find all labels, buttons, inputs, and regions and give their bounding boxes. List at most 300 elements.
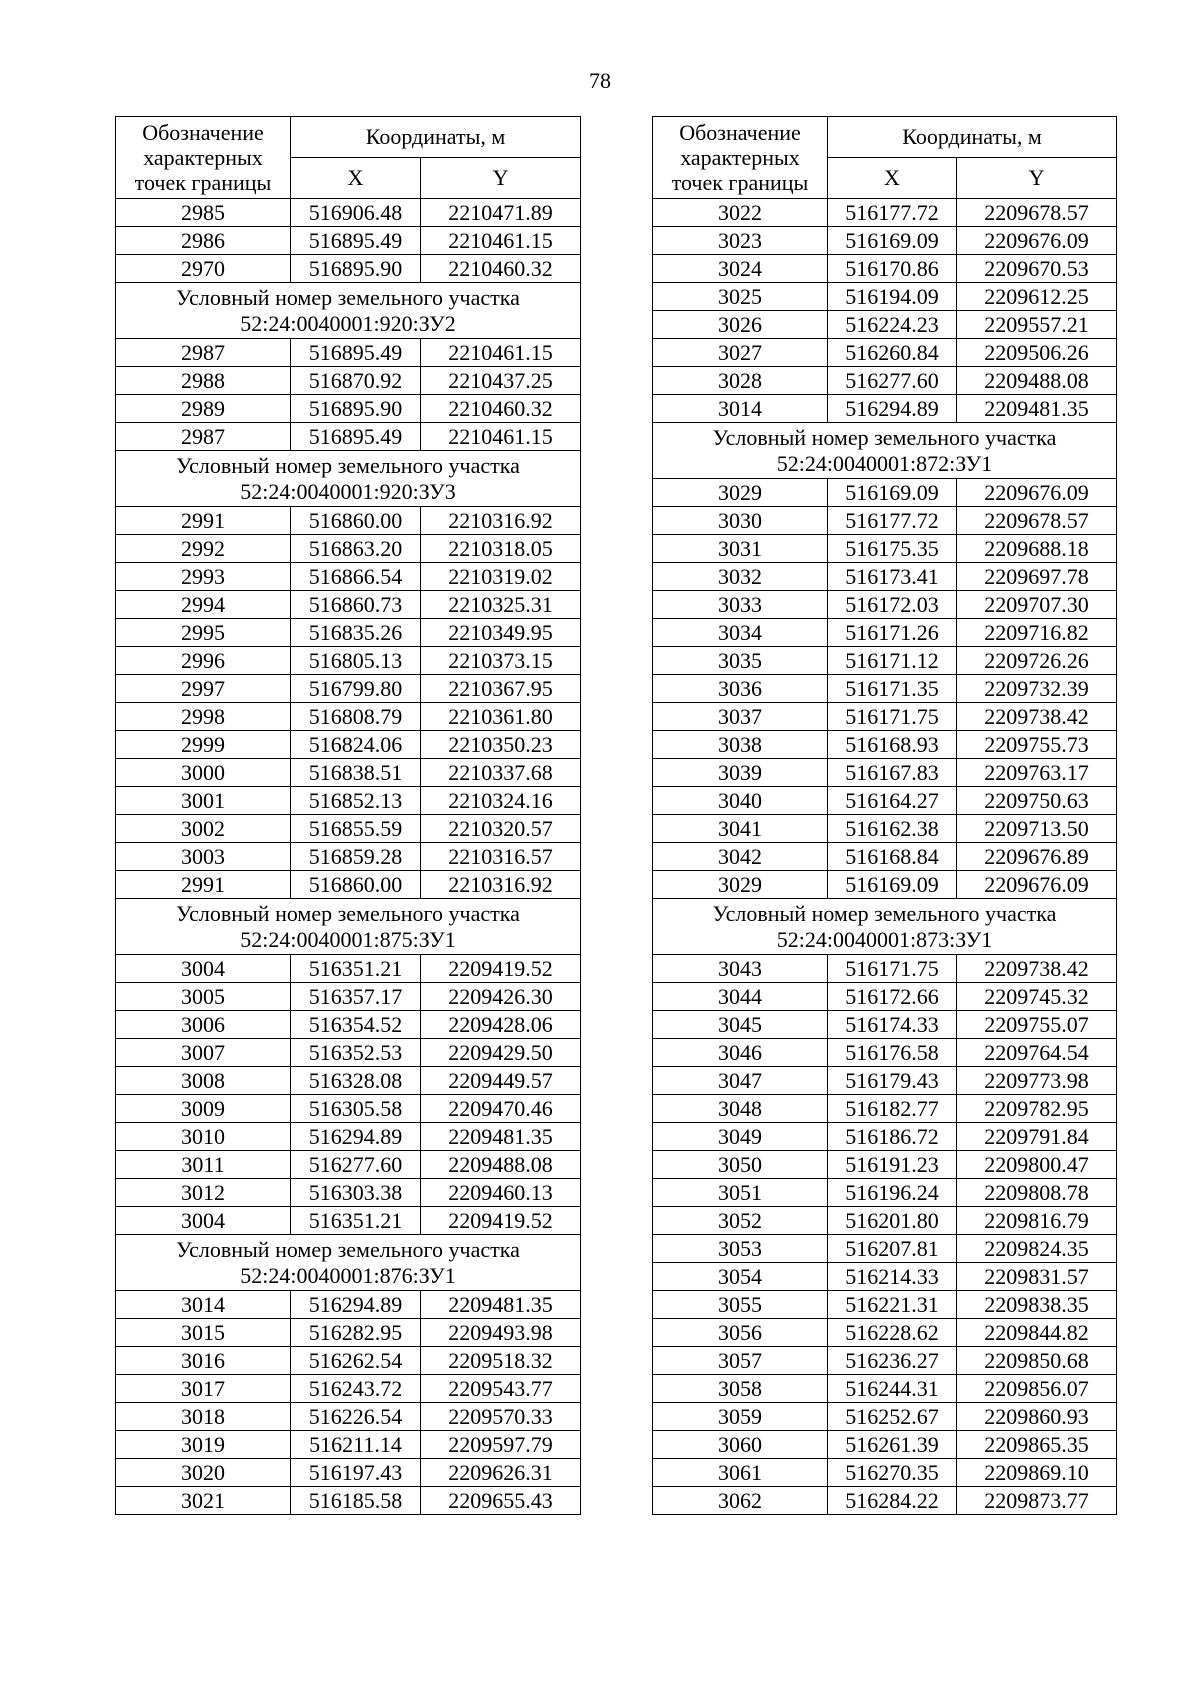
point-cell: 2988 (116, 367, 291, 395)
x-cell: 516852.13 (291, 787, 421, 815)
table-row (653, 1375, 1117, 1403)
table-row (116, 1375, 581, 1403)
x-cell: 516282.95 (291, 1319, 421, 1347)
point-cell: 3001 (116, 787, 291, 815)
table-row (653, 1487, 1117, 1515)
table-row (116, 843, 581, 871)
x-cell: 516177.72 (828, 507, 957, 535)
y-cell: 2209732.39 (957, 675, 1117, 703)
table-row (653, 1011, 1117, 1039)
point-cell: 3059 (653, 1403, 828, 1431)
point-cell: 3027 (653, 339, 828, 367)
x-cell: 516895.90 (291, 255, 421, 283)
point-cell: 3015 (116, 1319, 291, 1347)
parcel-number-cell (116, 899, 581, 955)
point-cell: 3062 (653, 1487, 828, 1515)
x-cell: 516226.54 (291, 1403, 421, 1431)
x-cell: 516860.73 (291, 591, 421, 619)
point-cell: 3023 (653, 227, 828, 255)
x-cell: 516236.27 (828, 1347, 957, 1375)
point-cell: 3046 (653, 1039, 828, 1067)
table-row (653, 339, 1117, 367)
point-cell: 2997 (116, 675, 291, 703)
point-cell: 3031 (653, 535, 828, 563)
x-cell: 516855.59 (291, 815, 421, 843)
y-cell: 2210471.89 (421, 199, 581, 227)
x-cell: 516171.35 (828, 675, 957, 703)
y-cell: 2210325.31 (421, 591, 581, 619)
y-cell: 2209626.31 (421, 1459, 581, 1487)
y-cell: 2209676.89 (957, 843, 1117, 871)
table-row (116, 1403, 581, 1431)
point-cell: 3004 (116, 955, 291, 983)
x-cell: 516174.33 (828, 1011, 957, 1039)
x-cell: 516172.66 (828, 983, 957, 1011)
y-cell: 2210461.15 (421, 339, 581, 367)
table-row (653, 563, 1117, 591)
y-cell: 2209506.26 (957, 339, 1117, 367)
y-cell: 2210324.16 (421, 787, 581, 815)
point-cell: 3004 (116, 1207, 291, 1235)
table-row (116, 787, 581, 815)
table-row (116, 1291, 581, 1319)
section-header-row (653, 899, 1117, 955)
y-cell: 2209865.35 (957, 1431, 1117, 1459)
x-cell: 516214.33 (828, 1263, 957, 1291)
x-cell: 516169.09 (828, 871, 957, 899)
x-cell: 516895.90 (291, 395, 421, 423)
table-row (653, 199, 1117, 227)
section-header-row (116, 451, 581, 507)
y-cell: 2209481.35 (957, 395, 1117, 423)
x-cell: 516243.72 (291, 1375, 421, 1403)
point-cell: 3035 (653, 647, 828, 675)
y-cell: 2210316.57 (421, 843, 581, 871)
point-cell: 2995 (116, 619, 291, 647)
point-cell: 3021 (116, 1487, 291, 1515)
x-cell: 516906.48 (291, 199, 421, 227)
y-cell: 2209481.35 (421, 1123, 581, 1151)
y-cell: 2210319.02 (421, 563, 581, 591)
x-cell: 516207.81 (828, 1235, 957, 1263)
table-row (653, 367, 1117, 395)
section-header-row (653, 423, 1117, 479)
table-row (653, 815, 1117, 843)
y-cell: 2210460.32 (421, 255, 581, 283)
point-cell: 3008 (116, 1067, 291, 1095)
point-cell: 3020 (116, 1459, 291, 1487)
x-cell: 516176.58 (828, 1039, 957, 1067)
point-cell: 2987 (116, 339, 291, 367)
point-cell: 3039 (653, 759, 828, 787)
x-cell: 516191.23 (828, 1151, 957, 1179)
point-cell: 2986 (116, 227, 291, 255)
point-cell: 3057 (653, 1347, 828, 1375)
parcel-number: 52:24:0040001:920:ЗУ3 (240, 478, 456, 504)
x-cell: 516173.41 (828, 563, 957, 591)
table-row (116, 563, 581, 591)
header-y: Y (957, 158, 1117, 199)
point-cell: 2992 (116, 535, 291, 563)
x-cell: 516168.84 (828, 843, 957, 871)
point-cell: 3002 (116, 815, 291, 843)
point-cell: 3000 (116, 759, 291, 787)
x-cell: 516221.31 (828, 1291, 957, 1319)
point-cell: 3047 (653, 1067, 828, 1095)
x-cell: 516252.67 (828, 1403, 957, 1431)
point-cell: 3017 (116, 1375, 291, 1403)
x-cell: 516860.00 (291, 871, 421, 899)
point-cell: 3036 (653, 675, 828, 703)
point-cell: 2985 (116, 199, 291, 227)
point-cell: 2987 (116, 423, 291, 451)
x-cell: 516284.22 (828, 1487, 957, 1515)
x-cell: 516211.14 (291, 1431, 421, 1459)
table-row (653, 1347, 1117, 1375)
table-row (653, 1235, 1117, 1263)
x-cell: 516294.89 (291, 1291, 421, 1319)
y-cell: 2209543.77 (421, 1375, 581, 1403)
table-row (116, 423, 581, 451)
point-cell: 3007 (116, 1039, 291, 1067)
table-row (116, 507, 581, 535)
table-body-right (653, 199, 1117, 1515)
table-row (653, 871, 1117, 899)
point-cell: 3029 (653, 871, 828, 899)
point-cell: 3032 (653, 563, 828, 591)
table-row (653, 843, 1117, 871)
x-cell: 516171.75 (828, 955, 957, 983)
table-row (653, 535, 1117, 563)
x-cell: 516866.54 (291, 563, 421, 591)
point-cell: 3025 (653, 283, 828, 311)
table-row (116, 1095, 581, 1123)
point-cell: 3024 (653, 255, 828, 283)
table-row (116, 1067, 581, 1095)
y-cell: 2209816.79 (957, 1207, 1117, 1235)
y-cell: 2209750.63 (957, 787, 1117, 815)
parcel-label: Условный номер земельного участка (712, 900, 1057, 926)
table-row (653, 1123, 1117, 1151)
x-cell: 516835.26 (291, 619, 421, 647)
table-row (653, 1459, 1117, 1487)
table-row (653, 1291, 1117, 1319)
y-cell: 2209764.54 (957, 1039, 1117, 1067)
y-cell: 2209844.82 (957, 1319, 1117, 1347)
point-cell: 3029 (653, 479, 828, 507)
point-cell: 3014 (116, 1291, 291, 1319)
x-cell: 516354.52 (291, 1011, 421, 1039)
parcel-number-cell (116, 1235, 581, 1291)
y-cell: 2209678.57 (957, 199, 1117, 227)
x-cell: 516167.83 (828, 759, 957, 787)
table-row (653, 395, 1117, 423)
table-row (653, 647, 1117, 675)
table-row (653, 955, 1117, 983)
y-cell: 2209755.07 (957, 1011, 1117, 1039)
parcel-number: 52:24:0040001:873:ЗУ1 (776, 926, 993, 952)
y-cell: 2210316.92 (421, 507, 581, 535)
table-row (116, 395, 581, 423)
point-cell: 3009 (116, 1095, 291, 1123)
table-row (116, 731, 581, 759)
parcel-number-cell (653, 423, 1117, 479)
y-cell: 2209429.50 (421, 1039, 581, 1067)
table-row (653, 787, 1117, 815)
point-cell: 3058 (653, 1375, 828, 1403)
y-cell: 2210361.80 (421, 703, 581, 731)
y-cell: 2210461.15 (421, 423, 581, 451)
x-cell: 516328.08 (291, 1067, 421, 1095)
parcel-number: 52:24:0040001:920:ЗУ2 (240, 310, 456, 336)
table-row (653, 759, 1117, 787)
table-row (653, 1095, 1117, 1123)
x-cell: 516186.72 (828, 1123, 957, 1151)
x-cell: 516172.03 (828, 591, 957, 619)
point-cell: 2989 (116, 395, 291, 423)
section-header-row (116, 283, 581, 339)
point-cell: 2999 (116, 731, 291, 759)
x-cell: 516863.20 (291, 535, 421, 563)
point-cell: 3022 (653, 199, 828, 227)
table-row (116, 367, 581, 395)
table-row (116, 759, 581, 787)
x-cell: 516170.86 (828, 255, 957, 283)
point-cell: 3056 (653, 1319, 828, 1347)
x-cell: 516808.79 (291, 703, 421, 731)
y-cell: 2210316.92 (421, 871, 581, 899)
y-cell: 2209808.78 (957, 1179, 1117, 1207)
x-cell: 516895.49 (291, 423, 421, 451)
point-cell: 2996 (116, 647, 291, 675)
table-row (116, 1207, 581, 1235)
x-cell: 516870.92 (291, 367, 421, 395)
y-cell: 2209612.25 (957, 283, 1117, 311)
y-cell: 2210373.15 (421, 647, 581, 675)
y-cell: 2209838.35 (957, 1291, 1117, 1319)
y-cell: 2209745.32 (957, 983, 1117, 1011)
table-row (116, 955, 581, 983)
x-cell: 516169.09 (828, 227, 957, 255)
point-cell: 3019 (116, 1431, 291, 1459)
y-cell: 2209824.35 (957, 1235, 1117, 1263)
y-cell: 2209488.08 (957, 367, 1117, 395)
point-cell: 2991 (116, 871, 291, 899)
y-cell: 2209697.78 (957, 563, 1117, 591)
y-cell: 2209707.30 (957, 591, 1117, 619)
y-cell: 2209800.47 (957, 1151, 1117, 1179)
y-cell: 2209493.98 (421, 1319, 581, 1347)
x-cell: 516859.28 (291, 843, 421, 871)
y-cell: 2209860.93 (957, 1403, 1117, 1431)
y-cell: 2209856.07 (957, 1375, 1117, 1403)
table-row (116, 1011, 581, 1039)
y-cell: 2210349.95 (421, 619, 581, 647)
parcel-number: 52:24:0040001:872:ЗУ1 (776, 450, 993, 476)
table-row (116, 255, 581, 283)
x-cell: 516305.58 (291, 1095, 421, 1123)
y-cell: 2210320.57 (421, 815, 581, 843)
x-cell: 516201.80 (828, 1207, 957, 1235)
x-cell: 516357.17 (291, 983, 421, 1011)
x-cell: 516177.72 (828, 199, 957, 227)
point-cell: 2993 (116, 563, 291, 591)
table-row (653, 255, 1117, 283)
point-cell: 3040 (653, 787, 828, 815)
y-cell: 2209597.79 (421, 1431, 581, 1459)
header-point-designation: Обозначение характерных точек границы (116, 117, 291, 199)
point-cell: 3016 (116, 1347, 291, 1375)
table-row (116, 227, 581, 255)
point-cell: 3042 (653, 843, 828, 871)
x-cell: 516185.58 (291, 1487, 421, 1515)
y-cell: 2209676.09 (957, 871, 1117, 899)
table-row (116, 339, 581, 367)
x-cell: 516168.93 (828, 731, 957, 759)
x-cell: 516162.38 (828, 815, 957, 843)
point-cell: 3053 (653, 1235, 828, 1263)
y-cell: 2209738.42 (957, 955, 1117, 983)
x-cell: 516294.89 (828, 395, 957, 423)
table-row (653, 675, 1117, 703)
page-number: 78 (589, 68, 611, 93)
point-cell: 3061 (653, 1459, 828, 1487)
parcel-label: Условный номер земельного участка (176, 452, 520, 478)
y-cell: 2209873.77 (957, 1487, 1117, 1515)
x-cell: 516277.60 (291, 1151, 421, 1179)
y-cell: 2209428.06 (421, 1011, 581, 1039)
section-header-row (116, 899, 581, 955)
y-cell: 2209678.57 (957, 507, 1117, 535)
y-cell: 2209791.84 (957, 1123, 1117, 1151)
y-cell: 2209449.57 (421, 1067, 581, 1095)
point-cell: 3006 (116, 1011, 291, 1039)
x-cell: 516294.89 (291, 1123, 421, 1151)
x-cell: 516895.49 (291, 339, 421, 367)
y-cell: 2209831.57 (957, 1263, 1117, 1291)
table-row (116, 1039, 581, 1067)
y-cell: 2209676.09 (957, 227, 1117, 255)
x-cell: 516171.75 (828, 703, 957, 731)
point-cell: 3041 (653, 815, 828, 843)
point-cell: 3060 (653, 1431, 828, 1459)
coordinates-table-left (115, 116, 581, 1515)
y-cell: 2209518.32 (421, 1347, 581, 1375)
y-cell: 2209869.10 (957, 1459, 1117, 1487)
x-cell: 516838.51 (291, 759, 421, 787)
table-row (653, 983, 1117, 1011)
table-row (116, 1151, 581, 1179)
point-cell: 3012 (116, 1179, 291, 1207)
table-row (116, 675, 581, 703)
point-cell: 3050 (653, 1151, 828, 1179)
y-cell: 2209570.33 (421, 1403, 581, 1431)
table-row (653, 1067, 1117, 1095)
table-row (653, 591, 1117, 619)
point-cell: 3003 (116, 843, 291, 871)
x-cell: 516260.84 (828, 339, 957, 367)
point-cell: 3049 (653, 1123, 828, 1151)
table-row (116, 983, 581, 1011)
x-cell: 516197.43 (291, 1459, 421, 1487)
point-cell: 3051 (653, 1179, 828, 1207)
point-cell: 3037 (653, 703, 828, 731)
point-cell: 3045 (653, 1011, 828, 1039)
point-cell: 3030 (653, 507, 828, 535)
y-cell: 2209688.18 (957, 535, 1117, 563)
table-row (653, 1151, 1117, 1179)
table-row (653, 507, 1117, 535)
y-cell: 2209460.13 (421, 1179, 581, 1207)
parcel-number: 52:24:0040001:876:ЗУ1 (240, 1262, 456, 1288)
x-cell: 516352.53 (291, 1039, 421, 1067)
point-cell: 3055 (653, 1291, 828, 1319)
x-cell: 516270.35 (828, 1459, 957, 1487)
table-body-left (116, 199, 581, 1515)
y-cell: 2209419.52 (421, 1207, 581, 1235)
y-cell: 2209655.43 (421, 1487, 581, 1515)
x-cell: 516261.39 (828, 1431, 957, 1459)
point-cell: 3048 (653, 1095, 828, 1123)
point-cell: 3044 (653, 983, 828, 1011)
x-cell: 516824.06 (291, 731, 421, 759)
table-row (653, 1179, 1117, 1207)
x-cell: 516175.35 (828, 535, 957, 563)
y-cell: 2210461.15 (421, 227, 581, 255)
x-cell: 516171.26 (828, 619, 957, 647)
table-row (653, 1431, 1117, 1459)
table-row (116, 647, 581, 675)
point-cell: 3011 (116, 1151, 291, 1179)
y-cell: 2209670.53 (957, 255, 1117, 283)
x-cell: 516805.13 (291, 647, 421, 675)
y-cell: 2210437.25 (421, 367, 581, 395)
parcel-label: Условный номер земельного участка (176, 900, 520, 926)
y-cell: 2210460.32 (421, 395, 581, 423)
header-y: Y (421, 158, 581, 199)
x-cell: 516277.60 (828, 367, 957, 395)
point-cell: 3054 (653, 1263, 828, 1291)
y-cell: 2209763.17 (957, 759, 1117, 787)
x-cell: 516351.21 (291, 1207, 421, 1235)
point-cell: 3018 (116, 1403, 291, 1431)
table-row (116, 703, 581, 731)
table-row (653, 1319, 1117, 1347)
x-cell: 516351.21 (291, 955, 421, 983)
y-cell: 2209426.30 (421, 983, 581, 1011)
y-cell: 2209419.52 (421, 955, 581, 983)
x-cell: 516224.23 (828, 311, 957, 339)
y-cell: 2209557.21 (957, 311, 1117, 339)
table-row (116, 871, 581, 899)
header-point-designation: Обозначение характерных точек границы (653, 117, 828, 199)
point-cell: 3033 (653, 591, 828, 619)
x-cell: 516164.27 (828, 787, 957, 815)
y-cell: 2210350.23 (421, 731, 581, 759)
y-cell: 2209488.08 (421, 1151, 581, 1179)
parcel-number-cell (653, 899, 1117, 955)
point-cell: 3026 (653, 311, 828, 339)
table-row (116, 1431, 581, 1459)
parcel-label: Условный номер земельного участка (176, 284, 520, 310)
x-cell: 516244.31 (828, 1375, 957, 1403)
x-cell: 516194.09 (828, 283, 957, 311)
y-cell: 2209773.98 (957, 1067, 1117, 1095)
point-cell: 2998 (116, 703, 291, 731)
y-cell: 2209726.26 (957, 647, 1117, 675)
x-cell: 516799.80 (291, 675, 421, 703)
table-row (653, 703, 1117, 731)
